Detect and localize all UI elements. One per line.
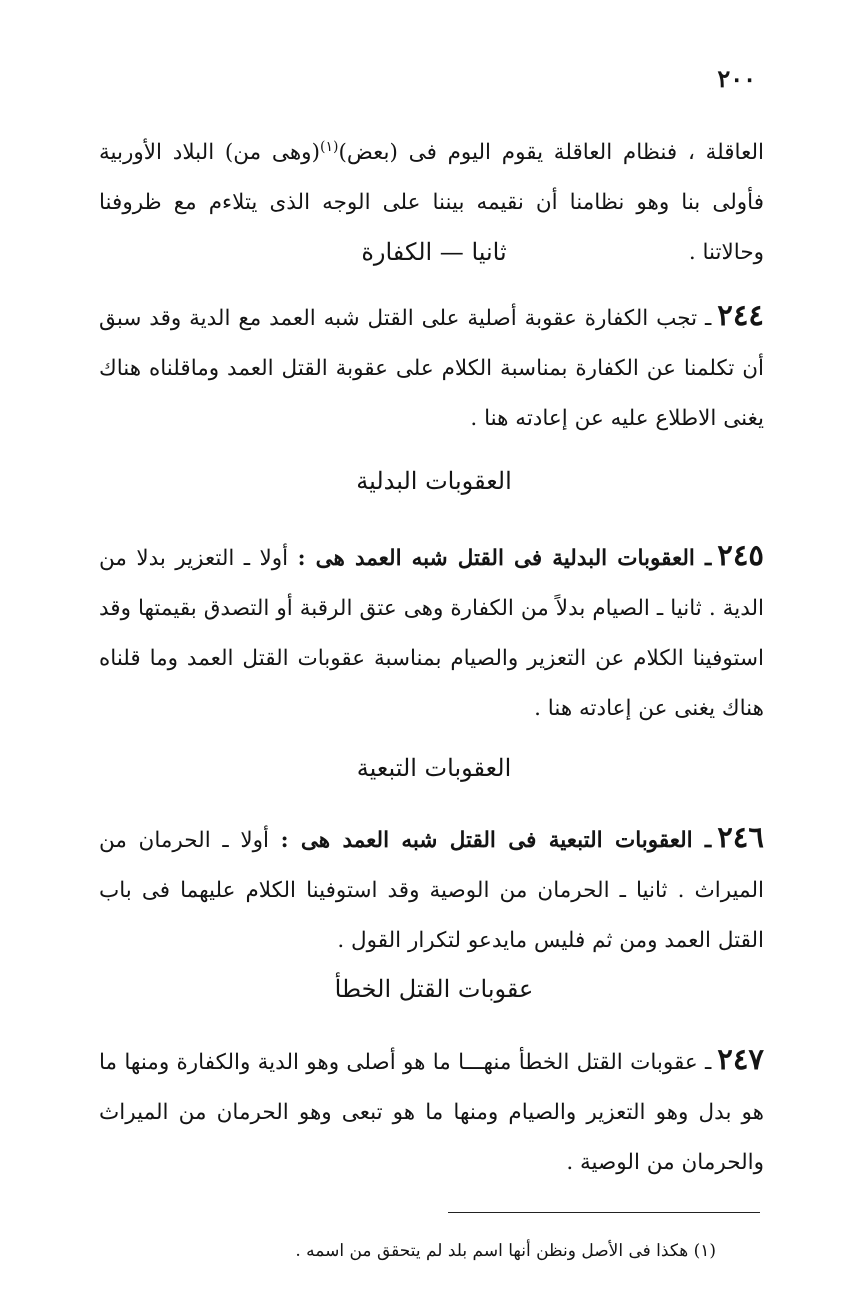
page-number: ٢٠٠ <box>717 64 756 93</box>
paragraph-number: ٢٤٦ <box>717 820 764 854</box>
paragraph-text: أولا ـ الحرمان من الميراث . ثانيا ـ الحرمان من الوصية وقد استوفينا الكلام عليهما فى باب القتل العمد ومن ثم فليس مايدعو لتكرار القول . <box>99 828 764 953</box>
intro-text-after-ref: (وهى من) البلاد الأوربية فأولى بنا وهو نظامنا أن نقيمه بيننا على الوجه الذى يتلاءم مع ظروفنا وحالاتنا . <box>99 140 764 265</box>
paragraph-number: ٢٤٥ <box>717 538 764 572</box>
paragraph-246 <box>99 812 764 966</box>
paragraph-number: ٢٤٧ <box>717 1042 764 1076</box>
paragraph-lead: ـ العقوبات التبعية فى القتل شبه العمد هى : <box>280 828 712 853</box>
paragraph-text: ـ عقوبات القتل الخطأ منهـــا ما هو أصلى وهو الدية والكفارة ومنها ما هو بدل وهو التعزير والصيام ومنها ما هو تبعى وهو الحرمان من الميراث والحرمان من الوصية . <box>99 1050 764 1175</box>
footnote-reference: (١) <box>319 138 339 155</box>
footnote: (١) هكذا فى الأصل ونظن أنها اسم بلد لم يتحقق من اسمه . <box>295 1241 716 1261</box>
footnote-divider <box>448 1212 760 1213</box>
paragraph-number: ٢٤٤ <box>717 298 764 332</box>
section-heading-tabaiya: العقوبات التبعية <box>356 754 512 782</box>
section-heading-kaffara: ثانيا — الكفارة <box>361 238 507 266</box>
paragraph-245 <box>99 530 764 734</box>
paragraph-text: أولا ـ التعزير بدلا من الدية . ثانيا ـ الصيام بدلاً من الكفارة وهى عتق الرقبة أو التصدق بقيمتها وقد استوفينا الكلام عن التعزير والصيام بمناسبة عقوبات القتل العمد وما قلناه هناك يغنى عن إعادته هنا . <box>99 546 764 721</box>
section-heading-badaliya: العقوبات البدلية <box>356 467 512 495</box>
paragraph-lead: ـ العقوبات البدلية فى القتل شبه العمد هى : <box>297 546 712 571</box>
section-heading-khata: عقوبات القتل الخطأ <box>334 975 534 1003</box>
paragraph-247 <box>99 1034 764 1188</box>
intro-text-before-ref: العاقلة ، فنظام العاقلة يقوم اليوم فى (بعض) <box>338 140 764 165</box>
paragraph-text: ـ تجب الكفارة عقوبة أصلية على القتل شبه العمد مع الدية وقد سبق أن تكلمنا عن الكفارة بمناسبة الكلام على عقوبة القتل العمد وماقلناه هناك يغنى الاطلاع عليه عن إعادته هنا . <box>99 306 764 431</box>
paragraph-244 <box>99 290 764 444</box>
